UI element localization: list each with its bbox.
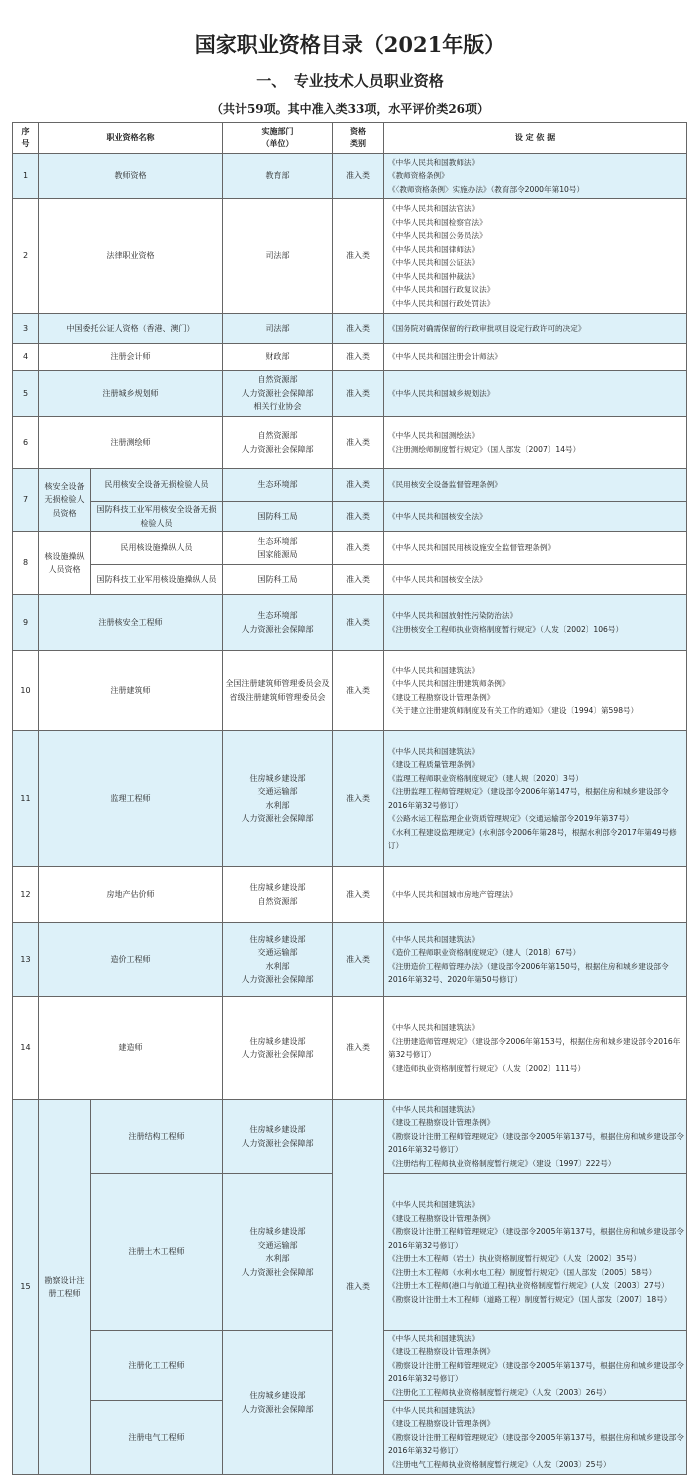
qualification-name: 房地产估价师 <box>39 867 223 923</box>
basis-cell: 《中华人民共和国城市房地产管理法》 <box>384 867 687 923</box>
basis-cell: 《中华人民共和国民用核设施安全监督管理条例》 <box>384 532 687 565</box>
type-cell: 准入类 <box>333 532 384 565</box>
dept-cell: 国防科工局 <box>223 502 333 532</box>
qualification-name: 注册电气工程师 <box>91 1401 223 1475</box>
basis-cell: 《中华人民共和国城乡规划法》 <box>384 371 687 417</box>
dept-cell: 住房城乡建设部 交通运输部 水利部 人力资源社会保障部 <box>223 1174 333 1331</box>
table-row <box>13 154 687 199</box>
type-cell: 准入类 <box>333 595 384 651</box>
dept-cell: 生态环境部 国家能源局 <box>223 532 333 565</box>
type-cell: 准入类 <box>333 923 384 997</box>
section-title: 一、 专业技术人员职业资格 <box>256 72 444 90</box>
dept-cell: 财政部 <box>223 344 333 371</box>
type-cell: 准入类 <box>333 997 384 1100</box>
row-no: 12 <box>13 867 39 923</box>
row-no: 2 <box>13 199 39 314</box>
qualification-name: 造价工程师 <box>39 923 223 997</box>
table-row <box>13 1100 687 1174</box>
dept-cell: 住房城乡建设部 人力资源社会保障部 <box>223 997 333 1100</box>
type-cell: 准入类 <box>333 867 384 923</box>
qualification-name: 民用核设施操纵人员 <box>91 532 223 565</box>
basis-cell: 《中华人民共和国建筑法》 《建设工程勘察设计管理条例》 《勘察设计注册工程师管理规定》（建设部令2005年第137号，根据住房和城乡建设部令2016年第32号修订） 《注册化工工程师执业资格制度暂行规定》（人发〔2003〕26号） <box>384 1331 687 1401</box>
document-header <box>0 0 700 119</box>
qualification-name: 中国委托公证人资格（香港、澳门） <box>39 314 223 344</box>
dept-cell: 国防科工局 <box>223 565 333 595</box>
page-title: 国家职业资格目录（2021年版） <box>194 32 506 57</box>
dept-cell: 住房城乡建设部 人力资源社会保障部 <box>223 1331 333 1475</box>
row-no: 11 <box>13 731 39 867</box>
table-header-row <box>13 123 687 154</box>
type-cell: 准入类 <box>333 731 384 867</box>
table-row <box>13 731 687 867</box>
qualification-group: 核安全设备无损检验人员资格 <box>39 469 91 532</box>
qualification-group: 核设施操纵人员资格 <box>39 532 91 595</box>
dept-cell: 自然资源部 人力资源社会保障部 <box>223 417 333 469</box>
table-row <box>13 923 687 997</box>
type-cell: 准入类 <box>333 314 384 344</box>
basis-cell: 《中华人民共和国建筑法》 《注册建造师管理规定》（建设部令2006年第153号，根据住房和城乡建设部令2016年第32号修订） 《建造师执业资格制度暂行规定》（人发〔2002〕111号） <box>384 997 687 1100</box>
type-cell: 准入类 <box>333 344 384 371</box>
type-cell: 准入类 <box>333 199 384 314</box>
header-dept: 实施部门 （单位） <box>223 123 333 154</box>
table-row <box>13 532 687 565</box>
dept-cell: 住房城乡建设部 人力资源社会保障部 <box>223 1100 333 1174</box>
dept-cell: 全国注册建筑师管理委员会及省级注册建筑师管理委员会 <box>223 651 333 731</box>
row-no: 13 <box>13 923 39 997</box>
basis-cell: 《中华人民共和国建筑法》 《建设工程勘察设计管理条例》 《勘察设计注册工程师管理规定》（建设部令2005年第137号，根据住房和城乡建设部令2016年第32号修订） 《注册土木工程师（岩土）执业资格制度暂行规定》（人发〔2002〕35号） 《注册土木工程师（水利水电工程）制度暂行规定》（国人部发〔2005〕58号） 《注册土木工程师(港口与航道工程)执业资格制度暂行规定》(人发〔2003〕27号） 《勘察设计注册土木工程师（道路工程）制度暂行规定》（国人部发〔2007〕18号） <box>384 1174 687 1331</box>
qualification-name: 国防科技工业军用核设施操纵人员 <box>91 565 223 595</box>
table-row <box>13 469 687 502</box>
summary-note: （共计59项。其中准入类33项，水平评价类26项） <box>210 102 490 116</box>
type-cell: 准入类 <box>333 154 384 199</box>
type-cell: 准入类 <box>333 502 384 532</box>
qualification-name: 国防科技工业军用核安全设备无损检验人员 <box>91 502 223 532</box>
basis-cell: 《中华人民共和国建筑法》 《造价工程师职业资格制度规定》（建人〔2018〕67号） 《注册造价工程师管理办法》（建设部令2006年第150号，根据住房和城乡建设部令2016年第32号、2020年第50号修订） <box>384 923 687 997</box>
qualification-name: 教师资格 <box>39 154 223 199</box>
type-cell: 准入类 <box>333 469 384 502</box>
row-no: 6 <box>13 417 39 469</box>
table-row <box>13 417 687 469</box>
qualification-table <box>12 122 687 1475</box>
dept-cell: 司法部 <box>223 199 333 314</box>
basis-cell: 《中华人民共和国核安全法》 <box>384 502 687 532</box>
qualification-name: 注册测绘师 <box>39 417 223 469</box>
qualification-name: 注册城乡规划师 <box>39 371 223 417</box>
table-row <box>13 595 687 651</box>
qualification-group: 勘察设计注册工程师 <box>39 1100 91 1475</box>
row-no: 3 <box>13 314 39 344</box>
row-no: 4 <box>13 344 39 371</box>
table-row <box>13 199 687 314</box>
dept-cell: 住房城乡建设部 交通运输部 水利部 人力资源社会保障部 <box>223 923 333 997</box>
basis-cell: 《中华人民共和国建筑法》 《建设工程质量管理条例》 《监理工程师职业资格制度规定》（建人规〔2020〕3号） 《注册监理工程师管理规定》（建设部令2006年第147号，根据住房和城乡建设部令2016年第32号修订） 《公路水运工程监理企业资质管理规定》（交通运输部令2019年第37号） 《水利工程建设监理规定》(水利部令2006年第28号，根据水利部令2017年第49号修订） <box>384 731 687 867</box>
row-no: 1 <box>13 154 39 199</box>
table-row <box>13 565 687 595</box>
basis-cell: 《国务院对确需保留的行政审批项目设定行政许可的决定》 <box>384 314 687 344</box>
basis-cell: 《中华人民共和国建筑法》 《建设工程勘察设计管理条例》 《勘察设计注册工程师管理规定》（建设部令2005年第137号，根据住房和城乡建设部令2016年第32号修订） 《注册结构工程师执业资格制度暂行规定》（建设〔1997〕222号） <box>384 1100 687 1174</box>
qualification-name: 注册建筑师 <box>39 651 223 731</box>
table-row <box>13 344 687 371</box>
type-cell: 准入类 <box>333 371 384 417</box>
type-cell: 准入类 <box>333 651 384 731</box>
qualification-name: 监理工程师 <box>39 731 223 867</box>
qualification-name: 注册核安全工程师 <box>39 595 223 651</box>
qualification-name: 法律职业资格 <box>39 199 223 314</box>
header-basis: 设 定 依 据 <box>384 123 687 154</box>
dept-cell: 生态环境部 人力资源社会保障部 <box>223 595 333 651</box>
header-name: 职业资格名称 <box>39 123 223 154</box>
type-cell: 准入类 <box>333 1100 384 1475</box>
qualification-name: 民用核安全设备无损检验人员 <box>91 469 223 502</box>
basis-cell: 《中华人民共和国建筑法》 《中华人民共和国注册建筑师条例》 《建设工程勘察设计管理条例》 《关于建立注册建筑师制度及有关工作的通知》（建设〔1994〕第598号） <box>384 651 687 731</box>
qualification-name: 建造师 <box>39 997 223 1100</box>
row-no: 8 <box>13 532 39 595</box>
row-no: 9 <box>13 595 39 651</box>
header-type: 资格 类别 <box>333 123 384 154</box>
basis-cell: 《民用核安全设备监督管理条例》 <box>384 469 687 502</box>
dept-cell: 教育部 <box>223 154 333 199</box>
table-row <box>13 502 687 532</box>
basis-cell: 《中华人民共和国核安全法》 <box>384 565 687 595</box>
dept-cell: 住房城乡建设部 自然资源部 <box>223 867 333 923</box>
row-no: 14 <box>13 997 39 1100</box>
qualification-name: 注册结构工程师 <box>91 1100 223 1174</box>
qualification-name: 注册化工工程师 <box>91 1331 223 1401</box>
row-no: 7 <box>13 469 39 532</box>
type-cell: 准入类 <box>333 565 384 595</box>
row-no: 10 <box>13 651 39 731</box>
qualification-name: 注册会计师 <box>39 344 223 371</box>
row-no: 15 <box>13 1100 39 1475</box>
basis-cell: 《中华人民共和国测绘法》 《注册测绘师制度暂行规定》（国人部发〔2007〕14号） <box>384 417 687 469</box>
basis-cell: 《中华人民共和国法官法》 《中华人民共和国检察官法》 《中华人民共和国公务员法》 《中华人民共和国律师法》 《中华人民共和国公证法》 《中华人民共和国仲裁法》 《中华人民共和国行政复议法》 《中华人民共和国行政处罚法》 <box>384 199 687 314</box>
table-row <box>13 651 687 731</box>
basis-cell: 《中华人民共和国建筑法》 《建设工程勘察设计管理条例》 《勘察设计注册工程师管理规定》（建设部令2005年第137号，根据住房和城乡建设部令2016年第32号修订） 《注册电气工程师执业资格制度暂行规定》（人发〔2003〕25号） <box>384 1401 687 1475</box>
basis-cell: 《中华人民共和国放射性污染防治法》 《注册核安全工程师执业资格制度暂行规定》（人发〔2002〕106号） <box>384 595 687 651</box>
basis-cell: 《中华人民共和国注册会计师法》 <box>384 344 687 371</box>
row-no: 5 <box>13 371 39 417</box>
table-row <box>13 867 687 923</box>
header-no: 序 号 <box>13 123 39 154</box>
dept-cell: 生态环境部 <box>223 469 333 502</box>
dept-cell: 住房城乡建设部 交通运输部 水利部 人力资源社会保障部 <box>223 731 333 867</box>
dept-cell: 自然资源部 人力资源社会保障部 相关行业协会 <box>223 371 333 417</box>
table-row <box>13 314 687 344</box>
qualification-name: 注册土木工程师 <box>91 1174 223 1331</box>
basis-cell: 《中华人民共和国教师法》 《教师资格条例》 《〈教师资格条例〉实施办法》（教育部令2000年第10号） <box>384 154 687 199</box>
table-row <box>13 371 687 417</box>
table-row <box>13 997 687 1100</box>
type-cell: 准入类 <box>333 417 384 469</box>
dept-cell: 司法部 <box>223 314 333 344</box>
